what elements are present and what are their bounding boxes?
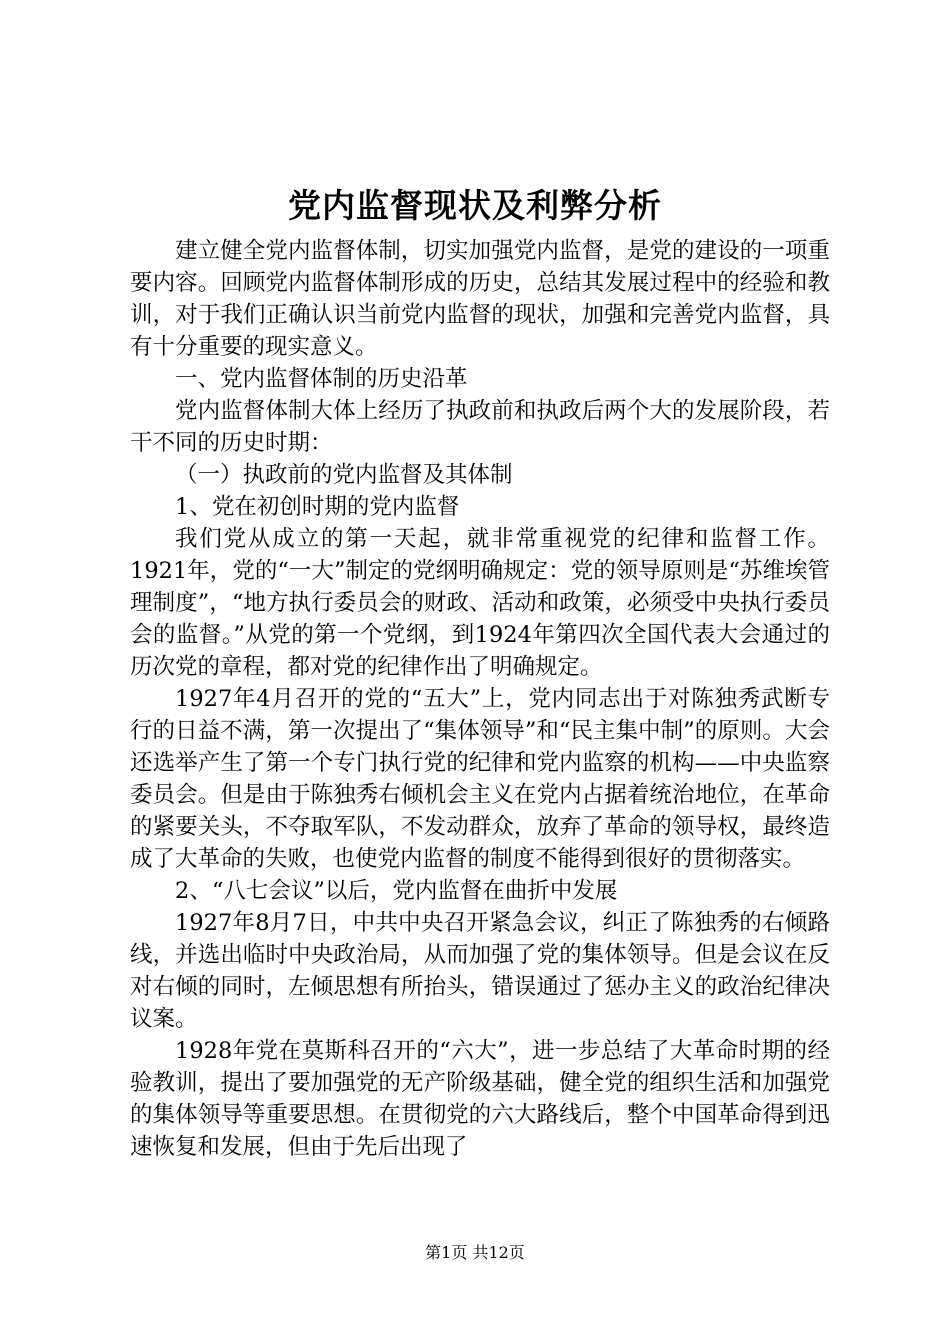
paragraph: 1928年党在莫斯科召开的“六大”，进一步总结了大革命时期的经验教训，提出了要加强党的无产阶级基础，健全党的组织生活和加强党的集体领导等重要思想。在贯彻党的六大路线后，整个中国革命得到迅速恢复和发展，但由于先后出现了: [130, 1038, 830, 1160]
section-heading: 一、党内监督体制的历史沿革: [175, 366, 468, 392]
document-title: 党内监督现状及利弊分析: [288, 186, 662, 225]
subsection-heading: 1、党在初创时期的党内监督: [175, 494, 460, 520]
paragraph: 1927年4月召开的党的“五大”上，党内同志出于对陈独秀武断专行的日益不满，第一次提出了“集体领导”和“民主集中制”的原则。大会还选举产生了第一个专门执行党的纪律和党内监察的机构——中央监察委员会。但是由于陈独秀右倾机会主义在党内占据着统治地位，在革命的紧要关头，不夺取军队，不发动群众，放弃了革命的领导权，最终造成了大革命的失败，也使党内监督的制度不能得到很好的贯彻落实。: [130, 686, 830, 872]
page-footer: 第1页 共12页: [425, 1243, 525, 1262]
paragraph: 1927年8月7日，中共中央召开紧急会议，纠正了陈独秀的右倾路线，并选出临时中央政治局，从而加强了党的集体领导。但是会议在反对右倾的同时，左倾思想有所抬头，错误通过了惩办主义的政治纪律决议案。: [130, 910, 830, 1032]
paragraph: 建立健全党内监督体制，切实加强党内监督，是党的建设的一项重要内容。回顾党内监督体制形成的历史，总结其发展过程中的经验和教训，对于我们正确认识当前党内监督的现状，加强和完善党内监督，具有十分重要的现实意义。: [130, 238, 830, 360]
paragraph: 我们党从成立的第一天起，就非常重视党的纪律和监督工作。1921年，党的“一大”制定的党纲明确规定：党的领导原则是“苏维埃管理制度”，“地方执行委员会的财政、活动和政策，必须受中央执行委员会的监督。”从党的第一个党纲，到1924年第四次全国代表大会通过的历次党的章程，都对党的纪律作出了明确规定。: [130, 526, 830, 680]
document-body: [130, 235, 830, 1163]
subsection-heading: 2、“八七会议”以后，党内监督在曲折中发展: [175, 878, 618, 904]
paragraph: 党内监督体制大体上经历了执政前和执政后两个大的发展阶段，若干不同的历史时期：: [130, 398, 830, 456]
subsection-heading: （一）执政前的党内监督及其体制: [175, 462, 513, 488]
